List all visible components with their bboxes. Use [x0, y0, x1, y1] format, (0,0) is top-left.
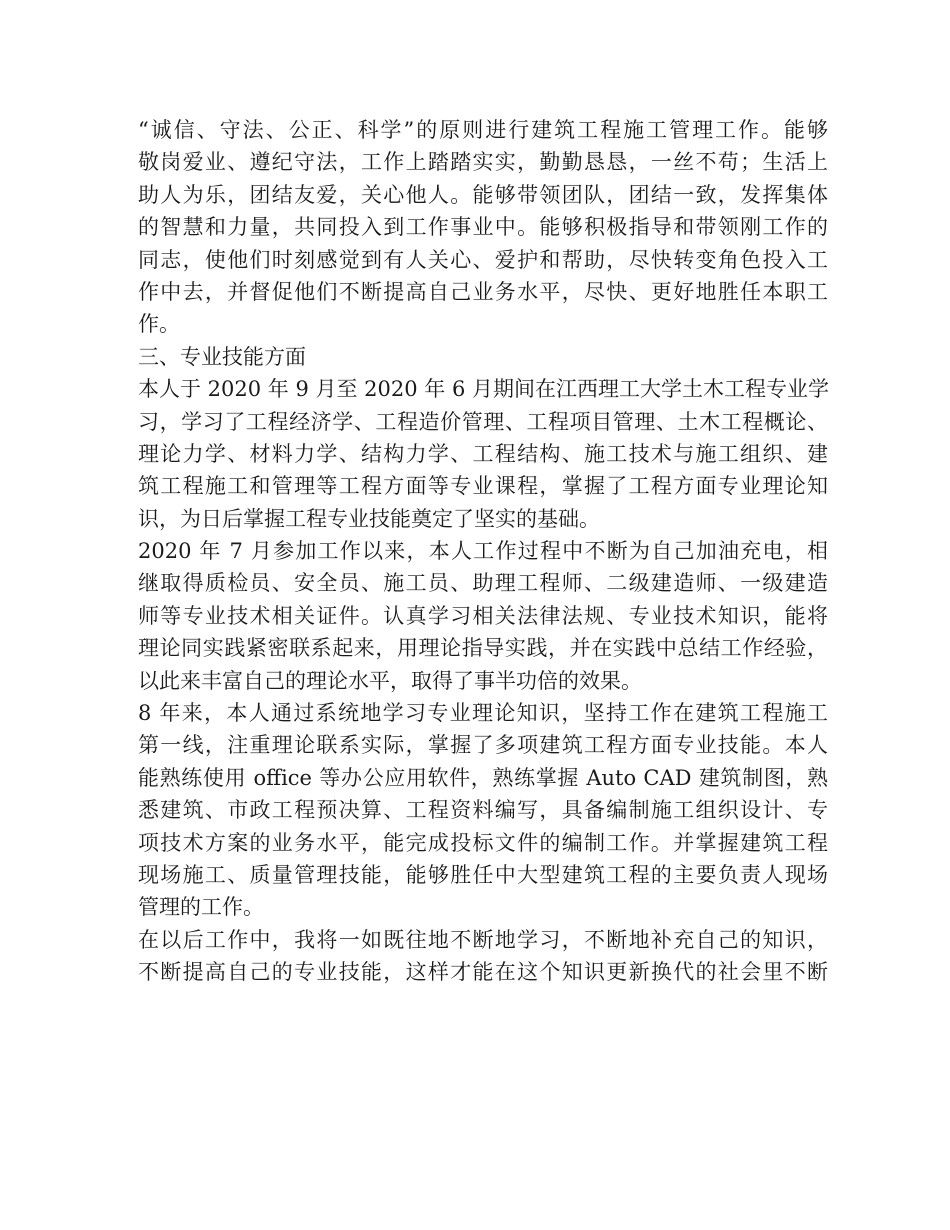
text-line: 第一线，注重理论联系实际，掌握了多项建筑工程方面专业技能。本人 [138, 733, 828, 758]
text-line: 悉建筑、市政工程预决算、工程资料编写，具备编制施工组织设计、专 [138, 798, 828, 823]
text-line: 作。 [138, 312, 180, 337]
text-line: “诚信、守法、公正、科学”的原则进行建筑工程施工管理工作。能够 [138, 118, 828, 142]
text-line: 理论同实践紧密联系起来，用理论指导实践，并在实践中总结工作经验， [138, 636, 828, 661]
text-line: 8 年来，本人通过系统地学习专业理论知识，坚持工作在建筑工程施工 [138, 701, 828, 726]
text-line: 能熟练使用 office 等办公应用软件，熟练掌握 Auto CAD 建筑制图，熟 [138, 765, 828, 790]
text-line: 2020 年 7 月参加工作以来，本人工作过程中不断为自己加油充电，相 [138, 539, 828, 564]
text-line: 管理的工作。 [138, 895, 264, 920]
text-line: 项技术方案的业务水平，能完成投标文件的编制工作。并掌握建筑工程 [138, 830, 828, 855]
text-line: 不断提高自己的专业技能，这样才能在这个知识更新换代的社会里不断 [138, 960, 828, 985]
text-line: 理论力学、材料力学、结构力学、工程结构、施工技术与施工组织、建 [138, 441, 828, 466]
text-line: 助人为乐，团结友爱，关心他人。能够带领团队，团结一致，发挥集体 [138, 182, 828, 207]
text-line: 筑工程施工和管理等工程方面等专业课程，掌握了工程方面专业理论知 [138, 474, 828, 499]
text-line: 三、专业技能方面 [138, 344, 306, 369]
text-line: 敬岗爱业、遵纪守法，工作上踏踏实实，勤勤恳恳，一丝不苟；生活上 [138, 150, 828, 175]
text-line: 继取得质检员、安全员、施工员、助理工程师、二级建造师、一级建造 [138, 571, 828, 596]
document-body [138, 114, 828, 989]
text-line: 识，为日后掌握工程专业技能奠定了坚实的基础。 [138, 506, 600, 531]
text-line: 同志，使他们时刻感觉到有人关心、爱护和帮助，尽快转变角色投入工 [138, 247, 828, 272]
text-line: 现场施工、质量管理技能，能够胜任中大型建筑工程的主要负责人现场 [138, 862, 828, 887]
text-line: 师等专业技术相关证件。认真学习相关法律法规、专业技术知识，能将 [138, 603, 828, 628]
text-line: 在以后工作中，我将一如既往地不断地学习，不断地补充自己的知识， [138, 927, 828, 952]
text-line: 作中去，并督促他们不断提高自己业务水平，尽快、更好地胜任本职工 [138, 279, 828, 304]
text-line: 以此来丰富自己的理论水平，取得了事半功倍的效果。 [138, 668, 642, 693]
text-line: 的智慧和力量，共同投入到工作事业中。能够积极指导和带领刚工作的 [138, 215, 828, 240]
text-line: 习，学习了工程经济学、工程造价管理、工程项目管理、土木工程概论、 [138, 409, 828, 434]
text-line: 本人于 2020 年 9 月至 2020 年 6 月期间在江西理工大学土木工程专业学 [138, 377, 830, 402]
